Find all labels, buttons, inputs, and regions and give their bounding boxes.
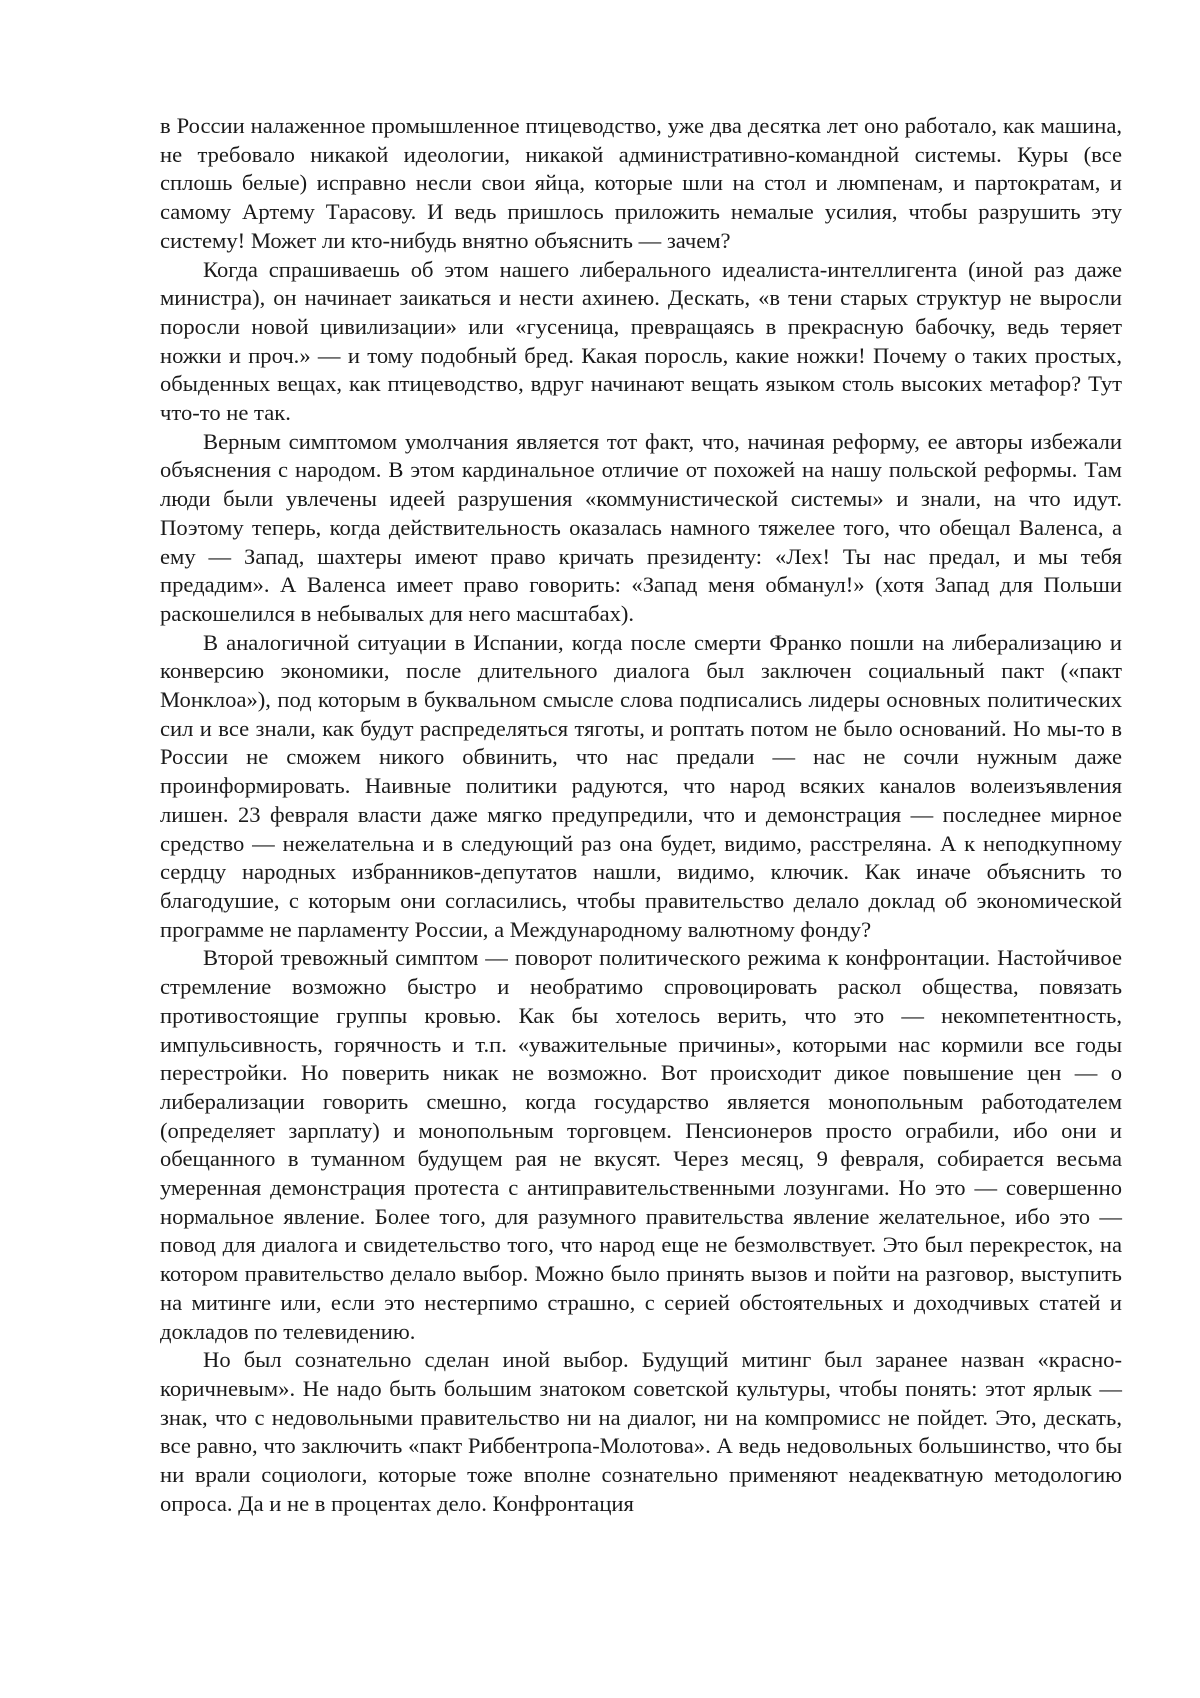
paragraph-3: Верным симптомом умолчания является тот факт, что, начиная реформу, ее авторы избежали объяснения с народом. В этом кардинальное отличие от похожей на нашу польской реформы. Там люди были увлечены идеей разрушения «коммунистической системы» и знали, на что идут. Поэтому теперь, когда действительность оказалась намного тяжелее того, что обещал Валенса, а ему — Запад, шахтеры имеют право кричать президенту: «Лех! Ты нас предал, и мы тебя предадим». А Валенса имеет право говорить: «Запад меня обманул!» (хотя Запад для Польши раскошелился в небывалых для него масштабах). bbox=[160, 428, 1122, 626]
paragraph-5: Второй тревожный симптом — поворот политического режима к конфронтации. Настойчивое стремление возможно быстро и необратимо спровоцировать раскол общества, повязать противостоящие группы кровью. Как бы хотелось верить, что это — некомпетентность, импульсивность, горячность и т.п. «уважительные причины», которыми нас кормили все годы перестройки. Но поверить никак не возможно. Вот происходит дикое повышение цен — о либерализации говорить смешно, когда государство является монопольным работодателем (определяет зарплату) и монопольным торговцем. Пенсионеров просто ограбили, ибо они и обещанного в туманном будущем рая не вкусят. Через месяц, 9 февраля, собирается весьма умеренная демонстрация протеста с антиправительственными лозунгами. Но это — совершенно нормальное явление. Более того, для разумного правительства явление желательное, ибо это — повод для диалога и свидетельство того, что народ еще не безмолвствует. Это был перекресток, на котором правительство делало выбор. Можно было принять вызов и пойти на разговор, выступить на митинге или, если это нестерпимо страшно, с серией обстоятельных и доходчивых статей и докладов по телевидению. bbox=[160, 945, 1122, 1344]
paragraph-1: в России налаженное промышленное птицеводство, уже два десятка лет оно работало, как машина, не требовало никакой идеологии, никакой административно-командной системы. Куры (все сплошь белые) исправно несли свои яйца, которые шли на стол и люмпенам, и партократам, и самому Артему Тарасову. И ведь пришлось приложить немалые усилия, чтобы разрушить эту систему! Может ли кто-нибудь внятно объяснить — зачем? bbox=[160, 113, 1122, 253]
paragraph-2: Когда спрашиваешь об этом нашего либерального идеалиста-интеллигента (иной раз даже министра), он начинает заикаться и нести ахинею. Дескать, «в тени старых структур не выросли поросли новой цивилизации» или «гусеница, превращаясь в прекрасную бабочку, ведь теряет ножки и проч.» — и тому подобный бред. Какая поросль, какие ножки! Почему о таких простых, обыденных вещах, как птицеводство, вдруг начинают вещать языком столь высоких метафор? Тут что-то не так. bbox=[160, 256, 1122, 426]
paragraph-6: Но был сознательно сделан иной выбор. Будущий митинг был заранее назван «красно-коричневым». Не надо быть большим знатоком советской культуры, чтобы понять: этот ярлык — знак, что с недовольными правительство ни на диалог, ни на компромисс не пойдет. Это, дескать, все равно, что заключить «пакт Риббентропа-Молотова». А ведь недовольных большинство, что бы ни врали социологи, которые тоже вполне сознательно применяют неадекватную методологию опроса. Да и не в процентах дело. Конфронтация bbox=[160, 1347, 1122, 1516]
paragraph-4: В аналогичной ситуации в Испании, когда после смерти Франко пошли на либерализацию и конверсию экономики, после длительного диалога был заключен социальный пакт («пакт Монклоа»), под которым в буквальном смысле слова подписались лидеры основных политических сил и все знали, как будут распределяться тяготы, и роптать потом не было оснований. Но мы-то в России не сможем никого обвинить, что нас предали — нас не сочли нужным даже проинформировать. Наивные политики радуются, что народ всяких каналов волеизъявления лишен. 23 февраля власти даже мягко предупредили, что и демонстрация — последнее мирное средство — нежелательна и в следующий раз она будет, видимо, расстреляна. А к неподкупному сердцу народных избранников-депутатов нашли, видимо, ключик. Как иначе объяснить то благодушие, с которым они согласились, чтобы правительство делало доклад об экономической программе не парламенту России, а Международному валютному фонду? bbox=[160, 629, 1122, 942]
document-page bbox=[160, 112, 1122, 1518]
